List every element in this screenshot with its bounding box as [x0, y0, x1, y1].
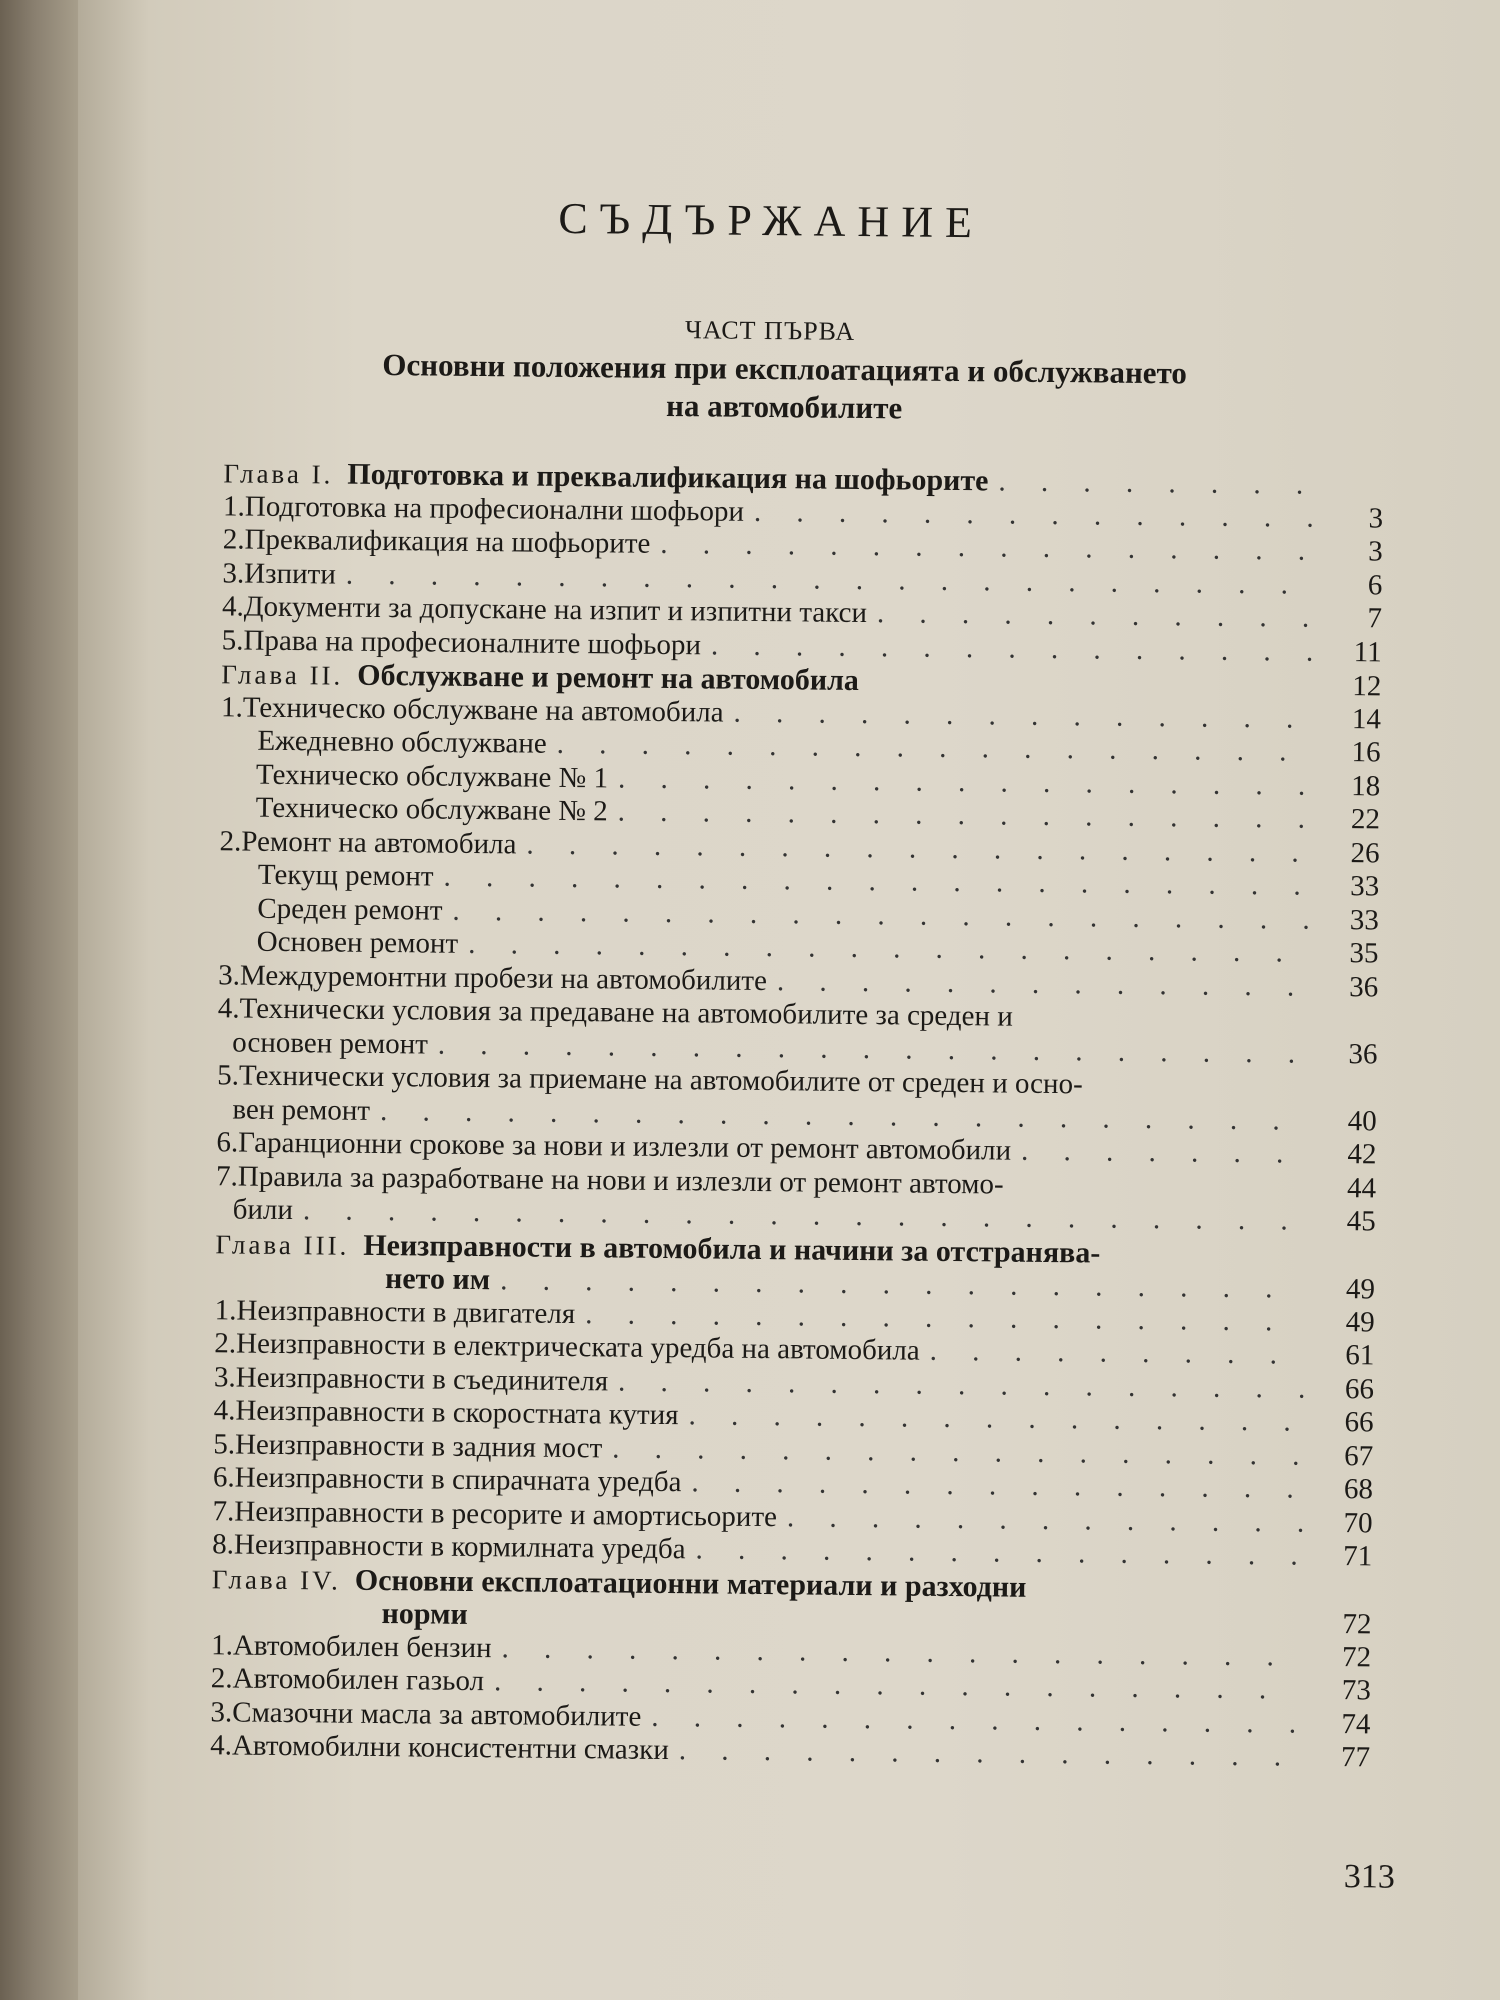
entry-page: 22	[1350, 803, 1381, 836]
entry-number: 7.	[215, 1159, 239, 1193]
entry-label: Неизправности в ресорите и амортисьорите	[234, 1494, 778, 1533]
entry-page: 70	[1343, 1506, 1373, 1539]
entry-label: Автомобилен бензин	[232, 1628, 492, 1664]
entry-page: 11	[1353, 635, 1382, 668]
entry-label: Документи за допускане на изпит и изпитни такси	[243, 590, 868, 630]
chapter-title: Неизправности в автомобила и начини за отстранява-	[363, 1228, 1101, 1270]
entry-number: 7.	[212, 1494, 235, 1527]
entry-label: Неизправности в електрическата уредба на автомобила	[235, 1327, 920, 1367]
entry-number: 6.	[212, 1461, 235, 1494]
part-title	[344, 346, 1225, 431]
entry-label: Неизправности в задния мост	[234, 1427, 603, 1464]
leader-dots	[877, 597, 1312, 635]
entry-number: 4.	[217, 992, 240, 1025]
chapter-page: 49	[1345, 1273, 1376, 1306]
entry-number: 2.	[222, 523, 245, 556]
entry-number: 2.	[214, 1327, 237, 1360]
entry-page: 14	[1351, 702, 1382, 735]
leader-dots	[777, 965, 1309, 1004]
leader-dots	[1021, 1135, 1307, 1171]
part-title-line-2: на автомобилите	[665, 387, 903, 426]
entry-number: 3.	[213, 1360, 236, 1393]
entry-number: 4.	[213, 1394, 236, 1427]
entry-label: Права на професионалните шофьори	[243, 624, 702, 661]
entry-page: 33	[1349, 903, 1380, 936]
entry-label: Междуремонтни пробези на автомобилите	[239, 959, 768, 997]
chapter-title: Обслужване и ремонт на автомобила	[357, 658, 860, 697]
entry-number: 1.	[222, 489, 246, 523]
entry-label: Техническо обслужване на автомобила	[242, 691, 724, 729]
book-page	[78, 0, 1500, 2000]
entry-page: 61	[1345, 1339, 1375, 1372]
entry-page: 7	[1367, 602, 1383, 635]
part-label: ЧАСТ ПЪРВА	[684, 315, 856, 346]
entry-page: 36	[1348, 1037, 1378, 1070]
entry-label: Техническо обслужване № 1	[255, 758, 609, 794]
entry-page: 45	[1346, 1205, 1376, 1238]
entry-label: Неизправности в двигателя	[236, 1294, 576, 1330]
entry-number: 6.	[216, 1126, 239, 1159]
book-gutter	[0, 0, 78, 2000]
entry-page: 67	[1344, 1439, 1374, 1472]
entry-page: 3	[1368, 535, 1383, 568]
leader-dots	[998, 465, 1313, 502]
entry-number: 2.	[219, 824, 242, 858]
entry-label: Среден ремонт	[257, 892, 443, 927]
chapter-page: 12	[1352, 670, 1382, 703]
entry-label: Технически условия за приемане на автомобилите от среден и осно-	[238, 1059, 1083, 1101]
entry-number: 2.	[210, 1662, 233, 1695]
entry-label: Изпити	[244, 557, 336, 591]
entry-number: 3.	[222, 556, 245, 590]
entry-label: били	[232, 1193, 294, 1227]
entry-page: 33	[1350, 870, 1380, 903]
leader-dots	[787, 1501, 1303, 1540]
entry-page: 35	[1349, 937, 1379, 970]
entry-number: 1.	[211, 1628, 234, 1661]
entry-number: 5.	[221, 623, 244, 657]
entry-label: Неизправности в спирачната уредба	[234, 1461, 682, 1499]
entry-label: Неизправности в кормилната уредба	[233, 1528, 686, 1566]
entry-page: 16	[1351, 736, 1381, 769]
entry-number: 5.	[217, 1059, 240, 1092]
leader-dots	[930, 1335, 1305, 1372]
chapter-page: 72	[1342, 1608, 1372, 1641]
part-title-line-1: Основни положения при експлоатацията и обслужването	[382, 346, 1188, 391]
entry-page: 74	[1341, 1707, 1371, 1740]
entry-label: вен ремонт	[232, 1092, 371, 1127]
entry-label: Автомобилни консистентни смазки	[231, 1729, 669, 1767]
entry-number: 3.	[218, 958, 241, 992]
chapter-title: нето им	[384, 1262, 491, 1297]
entry-label: Техническо обслужване № 2	[255, 791, 608, 828]
chapter-title: Основни експлоатационни материали и разходни	[354, 1563, 1027, 1604]
chapter-prefix: Глава IV.	[211, 1563, 341, 1596]
entry-label: Ежедневно обслужване	[257, 724, 547, 760]
entry-label: Правила за разработване на нови и излезли от ремонт автомо-	[237, 1160, 1004, 1201]
entry-page: 3	[1368, 501, 1384, 534]
entry-label: Технически условия за предаване на автомобилите за среден и	[239, 992, 1013, 1033]
entry-label: основен ремонт	[232, 1025, 429, 1060]
entry-page: 68	[1343, 1473, 1374, 1506]
entry-label: Основен ремонт	[256, 925, 459, 960]
entry-page: 26	[1350, 836, 1380, 869]
chapter-prefix: Глава III.	[215, 1228, 350, 1261]
page-content	[148, 0, 1396, 2000]
entry-page: 77	[1340, 1741, 1371, 1774]
chapter-title: Подготовка и преквалификация на шофьорите	[347, 457, 989, 498]
page-title: СЪДЪРЖАНИЕ	[558, 193, 985, 248]
chapter-prefix: Глава I.	[223, 458, 334, 490]
entry-page: 71	[1343, 1540, 1373, 1573]
leader-dots	[679, 1734, 1301, 1774]
entry-label: Автомобилен газьол	[232, 1662, 485, 1698]
entry-label: Неизправности в съединителя	[235, 1361, 609, 1397]
entry-page: 18	[1351, 769, 1381, 802]
entry-label: Гаранционни срокове за нови и излезли от ремонт автомобили	[238, 1126, 1012, 1167]
entry-label: Смазочни масла за автомобилите	[232, 1695, 642, 1733]
chapter-title: норми	[381, 1597, 468, 1631]
entry-page: 49	[1345, 1305, 1375, 1338]
entry-page: 72	[1341, 1640, 1372, 1673]
page-number: 313	[1343, 1858, 1396, 1896]
chapter-prefix: Глава II.	[221, 659, 344, 691]
table-of-contents	[210, 456, 1384, 1775]
entry-label: Подготовка на професионални шофьори	[244, 490, 745, 528]
entry-label: Неизправности в скоростната кутия	[235, 1394, 679, 1432]
entry-page: 44	[1346, 1171, 1377, 1204]
entry-number: 4.	[221, 590, 245, 623]
entry-number: 3.	[210, 1695, 233, 1728]
entry-page: 66	[1344, 1372, 1375, 1405]
entry-page: 36	[1349, 970, 1379, 1003]
entry-number: 8.	[212, 1528, 235, 1561]
entry-page: 6	[1367, 568, 1383, 601]
entry-label: Ремонт на автомобила	[241, 825, 517, 860]
entry-number: 1.	[220, 690, 243, 724]
entry-number: 4.	[209, 1729, 233, 1762]
entry-label: Текущ ремонт	[257, 858, 434, 893]
entry-label: Преквалификация на шофьорите	[244, 523, 651, 560]
entry-page: 40	[1347, 1104, 1377, 1137]
entry-page: 73	[1341, 1674, 1371, 1707]
entry-page: 66	[1344, 1406, 1374, 1439]
entry-number: 1.	[214, 1293, 237, 1327]
entry-number: 5.	[213, 1427, 236, 1460]
entry-page: 42	[1347, 1138, 1377, 1171]
